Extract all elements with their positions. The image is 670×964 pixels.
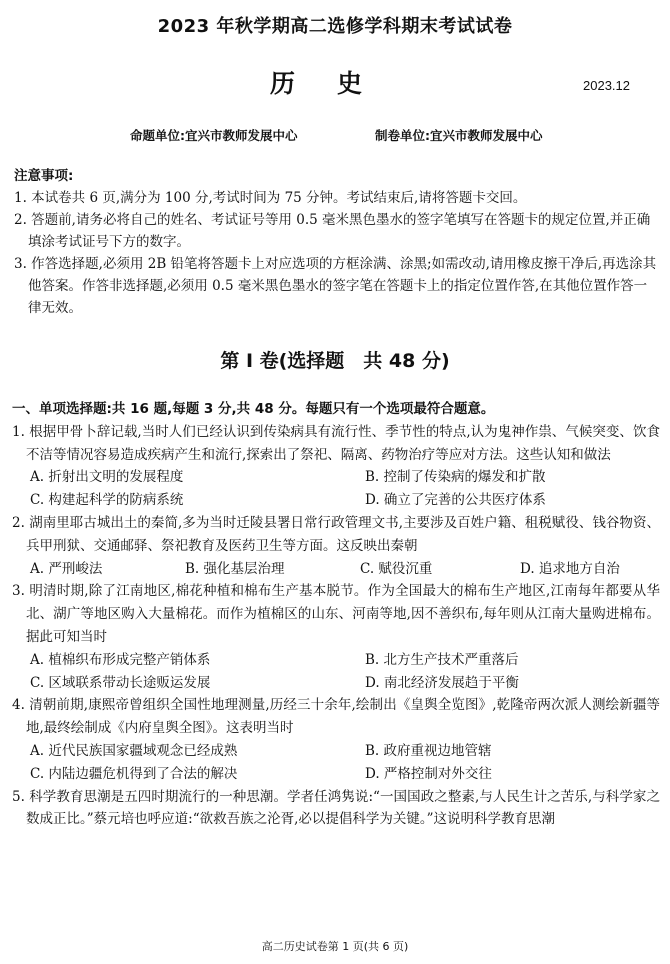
option-c: C. 区域联系带动长途贩运发展: [30, 674, 211, 691]
subject-title: 历史: [270, 69, 405, 98]
option-a: A. 植棉织布形成完整产销体系: [30, 651, 211, 668]
option-a: A. 折射出文明的发展程度: [30, 469, 184, 486]
option-a: A. 近代民族国家疆域观念已经成熟: [30, 742, 238, 759]
question-stem: 3. 明清时期,除了江南地区,棉花种植和棉布生产基本脱节。作为全国最大的棉布生产地区,江南每年都要从华北、湖广等地区购入大量棉花。而作为植棉区的山东、河南等地,因不善织布,每年则从江南大量购进棉布。据此可知当时: [12, 583, 660, 645]
section-title: 第 I 卷(选择题 共 48 分): [220, 350, 450, 372]
part-heading: 一、单项选择题:共 16 题,每题 3 分,共 48 分。每题只有一个选项最符合题意。: [12, 401, 495, 417]
option-d: D. 确立了完善的公共医疗体系: [365, 492, 546, 509]
question-stem: 2. 湖南里耶古城出土的秦简,多为当时迁陵县署日常行政管理文书,主要涉及百姓户籍、租税赋役、钱谷物资、兵甲刑狱、交通邮驿、祭祀教育及医药卫生等方面。这反映出秦朝: [12, 514, 660, 554]
question-1: [12, 421, 660, 512]
options: [12, 649, 660, 695]
question-3: [12, 580, 660, 694]
options: [12, 558, 660, 581]
question-2: [12, 512, 660, 580]
page-footer: 高二历史试卷第 1 页(共 6 页): [261, 940, 409, 953]
option-b: B. 北方生产技术严重落后: [365, 651, 519, 668]
option-b: B. 控制了传染病的爆发和扩散: [365, 469, 546, 486]
option-d: D. 南北经济发展趋于平衡: [365, 674, 519, 691]
question-stem: 1. 根据甲骨卜辞记载,当时人们已经认识到传染病具有流行性、季节性的特点,认为鬼神作祟、气候突变、饮食不洁等情况容易造成疾病产生和流行,探索出了祭祀、隔离、药物治疗等应对方法。这些认知和做法: [12, 423, 660, 463]
maker-unit: 制卷单位:宜兴市教师发展中心: [375, 128, 543, 143]
question-4: [12, 694, 660, 785]
notes-block: [14, 165, 659, 319]
question-stem: 4. 清朝前期,康熙帝曾组织全国性地理测量,历经三十余年,绘制出《皇舆全览图》,乾隆帝两次派人测绘新疆等地,最终绘制成《内府皇舆全图》。这表明当时: [12, 697, 660, 737]
setter-unit: 命题单位:宜兴市教师发展中心: [130, 128, 298, 143]
exam-title: 2023 年秋学期高二选修学科期末考试试卷: [157, 16, 513, 37]
note-item: 1. 本试卷共 6 页,满分为 100 分,考试时间为 75 分钟。考试结束后,请将答题卡交回。: [14, 190, 527, 206]
note-item: 2. 答题前,请务必将自己的姓名、考试证号等用 0.5 毫米黑色墨水的签字笔填写在答题卡的规定位置,并正确填涂考试证号下方的数字。: [14, 212, 651, 250]
options: [12, 466, 660, 512]
options: [12, 740, 660, 786]
option-c: C. 构建起科学的防病系统: [30, 492, 184, 509]
question-stem: 5. 科学教育思潮是五四时期流行的一种思潮。学者任鸿隽说:“一国国政之整素,与人民生计之苦乐,与科学家之数成正比。”蔡元培也呼应道:“欲救吾族之沦胥,必以提倡科学为关键。”这说明科学教育思潮: [12, 788, 660, 828]
note-item: 3. 作答选择题,必须用 2B 铅笔将答题卡上对应选项的方框涂满、涂黑;如需改动,请用橡皮擦干净后,再选涂其他答案。作答非选择题,必须用 0.5 毫米黑色墨水的签字笔在答题卡上的指定位置作答,在其他位置作答一律无效。: [14, 256, 657, 316]
exam-date: 2023.12: [583, 78, 630, 93]
option-b: B. 强化基层治理: [185, 560, 285, 577]
option-c: C. 赋役沉重: [360, 560, 433, 577]
questions-block: [12, 398, 660, 831]
option-a: A. 严刑峻法: [30, 560, 103, 577]
option-d: D. 严格控制对外交往: [365, 765, 492, 782]
option-b: B. 政府重视边地管辖: [365, 742, 492, 759]
option-d: D. 追求地方自治: [520, 560, 620, 577]
notes-title: 注意事项:: [14, 168, 74, 184]
option-c: C. 内陆边疆危机得到了合法的解决: [30, 765, 238, 782]
question-5: [12, 786, 660, 832]
